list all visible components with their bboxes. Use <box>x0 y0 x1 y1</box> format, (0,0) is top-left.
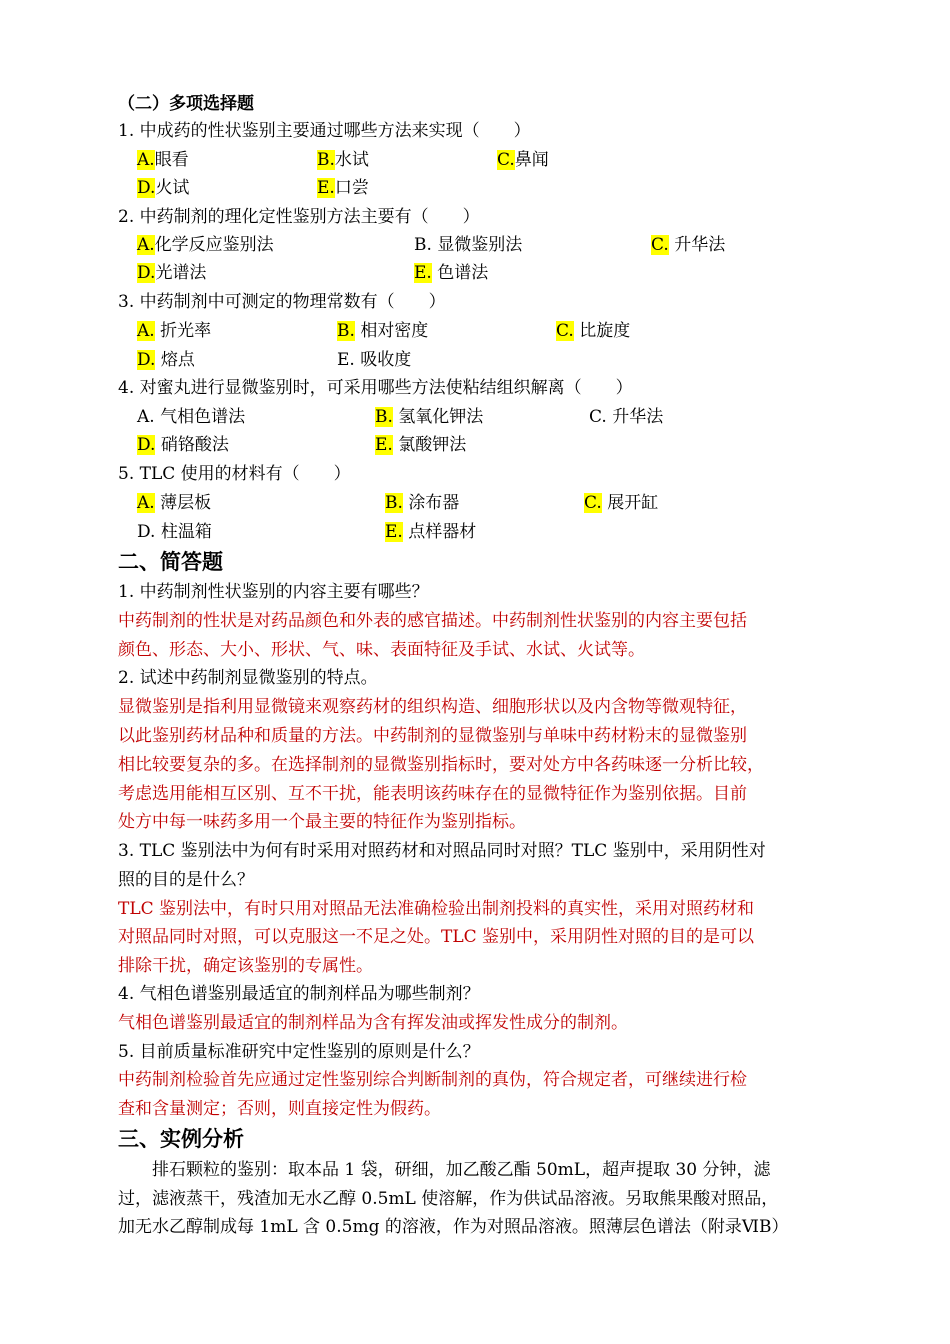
option-letter: E. <box>375 435 393 455</box>
sa-question-3-line-1: 3. TLC 鉴别法中为何有时采用对照药材和对照品同时对照？TLC 鉴别中，采用阴性对 <box>118 841 766 861</box>
case-paragraph-line-1: 排石颗粒的鉴别：取本品 1 袋，研细，加乙酸乙酯 50mL，超声提取 30 分钟，滤 <box>118 1160 771 1180</box>
option-letter: D. <box>137 178 156 198</box>
sa-answer-3-line-2: 对照品同时对照，可以克服这一不足之处。TLC 鉴别中，采用阴性对照的目的是可以 <box>118 927 755 947</box>
option-text: 气相色谱法 <box>160 407 246 427</box>
sa-question-5: 5. 目前质量标准研究中定性鉴别的原则是什么？ <box>118 1042 480 1062</box>
option-letter: C. <box>556 321 574 341</box>
option-letter: D. <box>137 350 156 370</box>
mcq-question-5: 5. TLC 使用的材料有（ ） <box>118 464 351 484</box>
option-letter: B. <box>414 235 432 255</box>
mcq-2-option-e <box>414 259 488 287</box>
option-letter: D. <box>137 435 156 455</box>
option-text: 升华法 <box>674 235 726 255</box>
mcq-4-option-d <box>137 431 229 459</box>
mcq-5-option-a <box>137 489 211 517</box>
option-letter: A. <box>137 407 155 427</box>
sa-answer-2-line-5: 处方中每一味药多用一个最主要的特征作为鉴别指标。 <box>118 812 526 832</box>
option-text: 氢氧化钾法 <box>398 407 484 427</box>
sa-question-1: 1. 中药制剂性状鉴别的内容主要有哪些？ <box>118 582 429 602</box>
option-text: 点样器材 <box>408 522 477 542</box>
mcq-1-option-a <box>137 146 189 174</box>
option-text: 升华法 <box>612 407 664 427</box>
mcq-2-option-c <box>651 231 725 259</box>
option-letter: E. <box>317 178 335 198</box>
mcq-5-option-b <box>385 489 459 517</box>
mcq-5-option-c <box>584 489 658 517</box>
option-text: 色谱法 <box>437 263 489 283</box>
option-letter: C. <box>584 493 602 513</box>
option-text: 鼻闻 <box>514 150 549 170</box>
option-text: 吸收度 <box>360 350 412 370</box>
mcq-question-4: 4. 对蜜丸进行显微鉴别时，可采用哪些方法使粘结组织解离（ ） <box>118 378 633 398</box>
option-text: 硝铬酸法 <box>160 435 229 455</box>
option-text: 熔点 <box>160 350 195 370</box>
option-text: 展开缸 <box>607 493 659 513</box>
option-text: 化学反应鉴别法 <box>154 235 274 255</box>
short-answer-heading: 二、简答题 <box>118 549 223 574</box>
option-letter: D. <box>137 263 156 283</box>
sa-answer-3-line-1: TLC 鉴别法中，有时只用对照品无法准确检验出制剂投料的真实性，采用对照药材和 <box>118 899 755 919</box>
sa-answer-2-line-3: 相比较要复杂的多。在选择制剂的显微鉴别指标时，要对处方中各药味逐一分析比较， <box>118 755 764 775</box>
sa-answer-2-line-4: 考虑选用能相互区别、互不干扰，能表明该药味存在的显微特征作为鉴别依据。目前 <box>118 784 747 804</box>
option-letter: A. <box>137 235 155 255</box>
option-letter: B. <box>385 493 403 513</box>
option-text: 水试 <box>334 150 369 170</box>
mcq-4-option-b <box>375 403 483 431</box>
mcq-5-option-d <box>137 518 212 546</box>
sa-answer-1-line-1: 中药制剂的性状是对药品颜色和外表的感官描述。中药制剂性状鉴别的内容主要包括 <box>118 611 747 631</box>
option-text: 眼看 <box>154 150 189 170</box>
option-letter: A. <box>137 321 155 341</box>
option-text: 火试 <box>155 178 190 198</box>
sa-question-3-line-2: 照的目的是什么？ <box>118 870 254 890</box>
option-letter: B. <box>317 150 335 170</box>
option-letter: A. <box>137 150 155 170</box>
option-text: 显微鉴别法 <box>437 235 523 255</box>
mcq-3-option-b <box>337 317 428 345</box>
mcq-1-option-e <box>317 174 369 202</box>
mcq-3-option-a <box>137 317 211 345</box>
mcq-heading: （二）多项选择题 <box>118 94 254 114</box>
case-analysis-heading: 三、实例分析 <box>118 1126 244 1151</box>
option-text: 柱温箱 <box>160 522 212 542</box>
mcq-2-option-a <box>137 231 274 259</box>
case-paragraph-line-2: 过，滤液蒸干，残渣加无水乙醇 0.5mL 使溶解，作为供试品溶液。另取熊果酸对照品， <box>118 1189 779 1209</box>
option-letter: C. <box>651 235 669 255</box>
sa-answer-2-line-2: 以此鉴别药材品种和质量的方法。中药制剂的显微鉴别与单味中药材粉末的显微鉴别 <box>118 726 747 746</box>
mcq-question-1: 1. 中成药的性状鉴别主要通过哪些方法来实现（ ） <box>118 121 531 141</box>
mcq-2-option-b <box>414 231 522 259</box>
sa-answer-4-line-1: 气相色谱鉴别最适宜的制剂样品为含有挥发油或挥发性成分的制剂。 <box>118 1013 628 1033</box>
sa-answer-5-line-2: 查和含量测定；否则，则直接定性为假药。 <box>118 1099 441 1119</box>
mcq-1-option-b <box>317 146 369 174</box>
option-text: 折光率 <box>160 321 212 341</box>
option-letter: B. <box>375 407 393 427</box>
option-letter: D. <box>137 522 156 542</box>
mcq-4-option-e <box>375 431 466 459</box>
mcq-3-option-c <box>556 317 630 345</box>
sa-answer-5-line-1: 中药制剂检验首先应通过定性鉴别综合判断制剂的真伪，符合规定者，可继续进行检 <box>118 1070 747 1090</box>
mcq-4-option-c <box>589 403 663 431</box>
mcq-1-option-d <box>137 174 189 202</box>
sa-question-4: 4. 气相色谱鉴别最适宜的制剂样品为哪些制剂？ <box>118 984 480 1004</box>
option-letter: E. <box>337 350 355 370</box>
option-text: 相对密度 <box>360 321 429 341</box>
option-text: 光谱法 <box>155 263 207 283</box>
mcq-5-option-e <box>385 518 476 546</box>
sa-answer-2-line-1: 显微鉴别是指利用显微镜来观察药材的组织构造、细胞形状以及内含物等微观特征， <box>118 697 747 717</box>
option-letter: B. <box>337 321 355 341</box>
mcq-4-option-a <box>137 403 245 431</box>
mcq-question-2: 2. 中药制剂的理化定性鉴别方法主要有（ ） <box>118 207 480 227</box>
option-letter: A. <box>137 493 155 513</box>
option-letter: C. <box>589 407 607 427</box>
option-text: 薄层板 <box>160 493 212 513</box>
option-letter: C. <box>497 150 515 170</box>
case-paragraph-line-3: 加无水乙醇制成每 1mL 含 0.5mg 的溶液，作为对照品溶液。照薄层色谱法（附录ⅥB） <box>118 1217 789 1237</box>
mcq-3-option-d <box>137 346 195 374</box>
option-letter: E. <box>385 522 403 542</box>
sa-answer-1-line-2: 颜色、形态、大小、形状、气、味、表面特征及手试、水试、火试等。 <box>118 640 645 660</box>
mcq-1-option-c <box>497 146 549 174</box>
option-text: 比旋度 <box>579 321 631 341</box>
sa-question-2: 2. 试述中药制剂显微鉴别的特点。 <box>118 668 378 688</box>
option-text: 涂布器 <box>408 493 460 513</box>
option-letter: E. <box>414 263 432 283</box>
mcq-2-option-d <box>137 259 206 287</box>
mcq-3-option-e <box>337 346 411 374</box>
mcq-question-3: 3. 中药制剂中可测定的物理常数有（ ） <box>118 292 446 312</box>
option-text: 氯酸钾法 <box>398 435 467 455</box>
option-text: 口尝 <box>334 178 369 198</box>
sa-answer-3-line-3: 排除干扰，确定该鉴别的专属性。 <box>118 956 373 976</box>
